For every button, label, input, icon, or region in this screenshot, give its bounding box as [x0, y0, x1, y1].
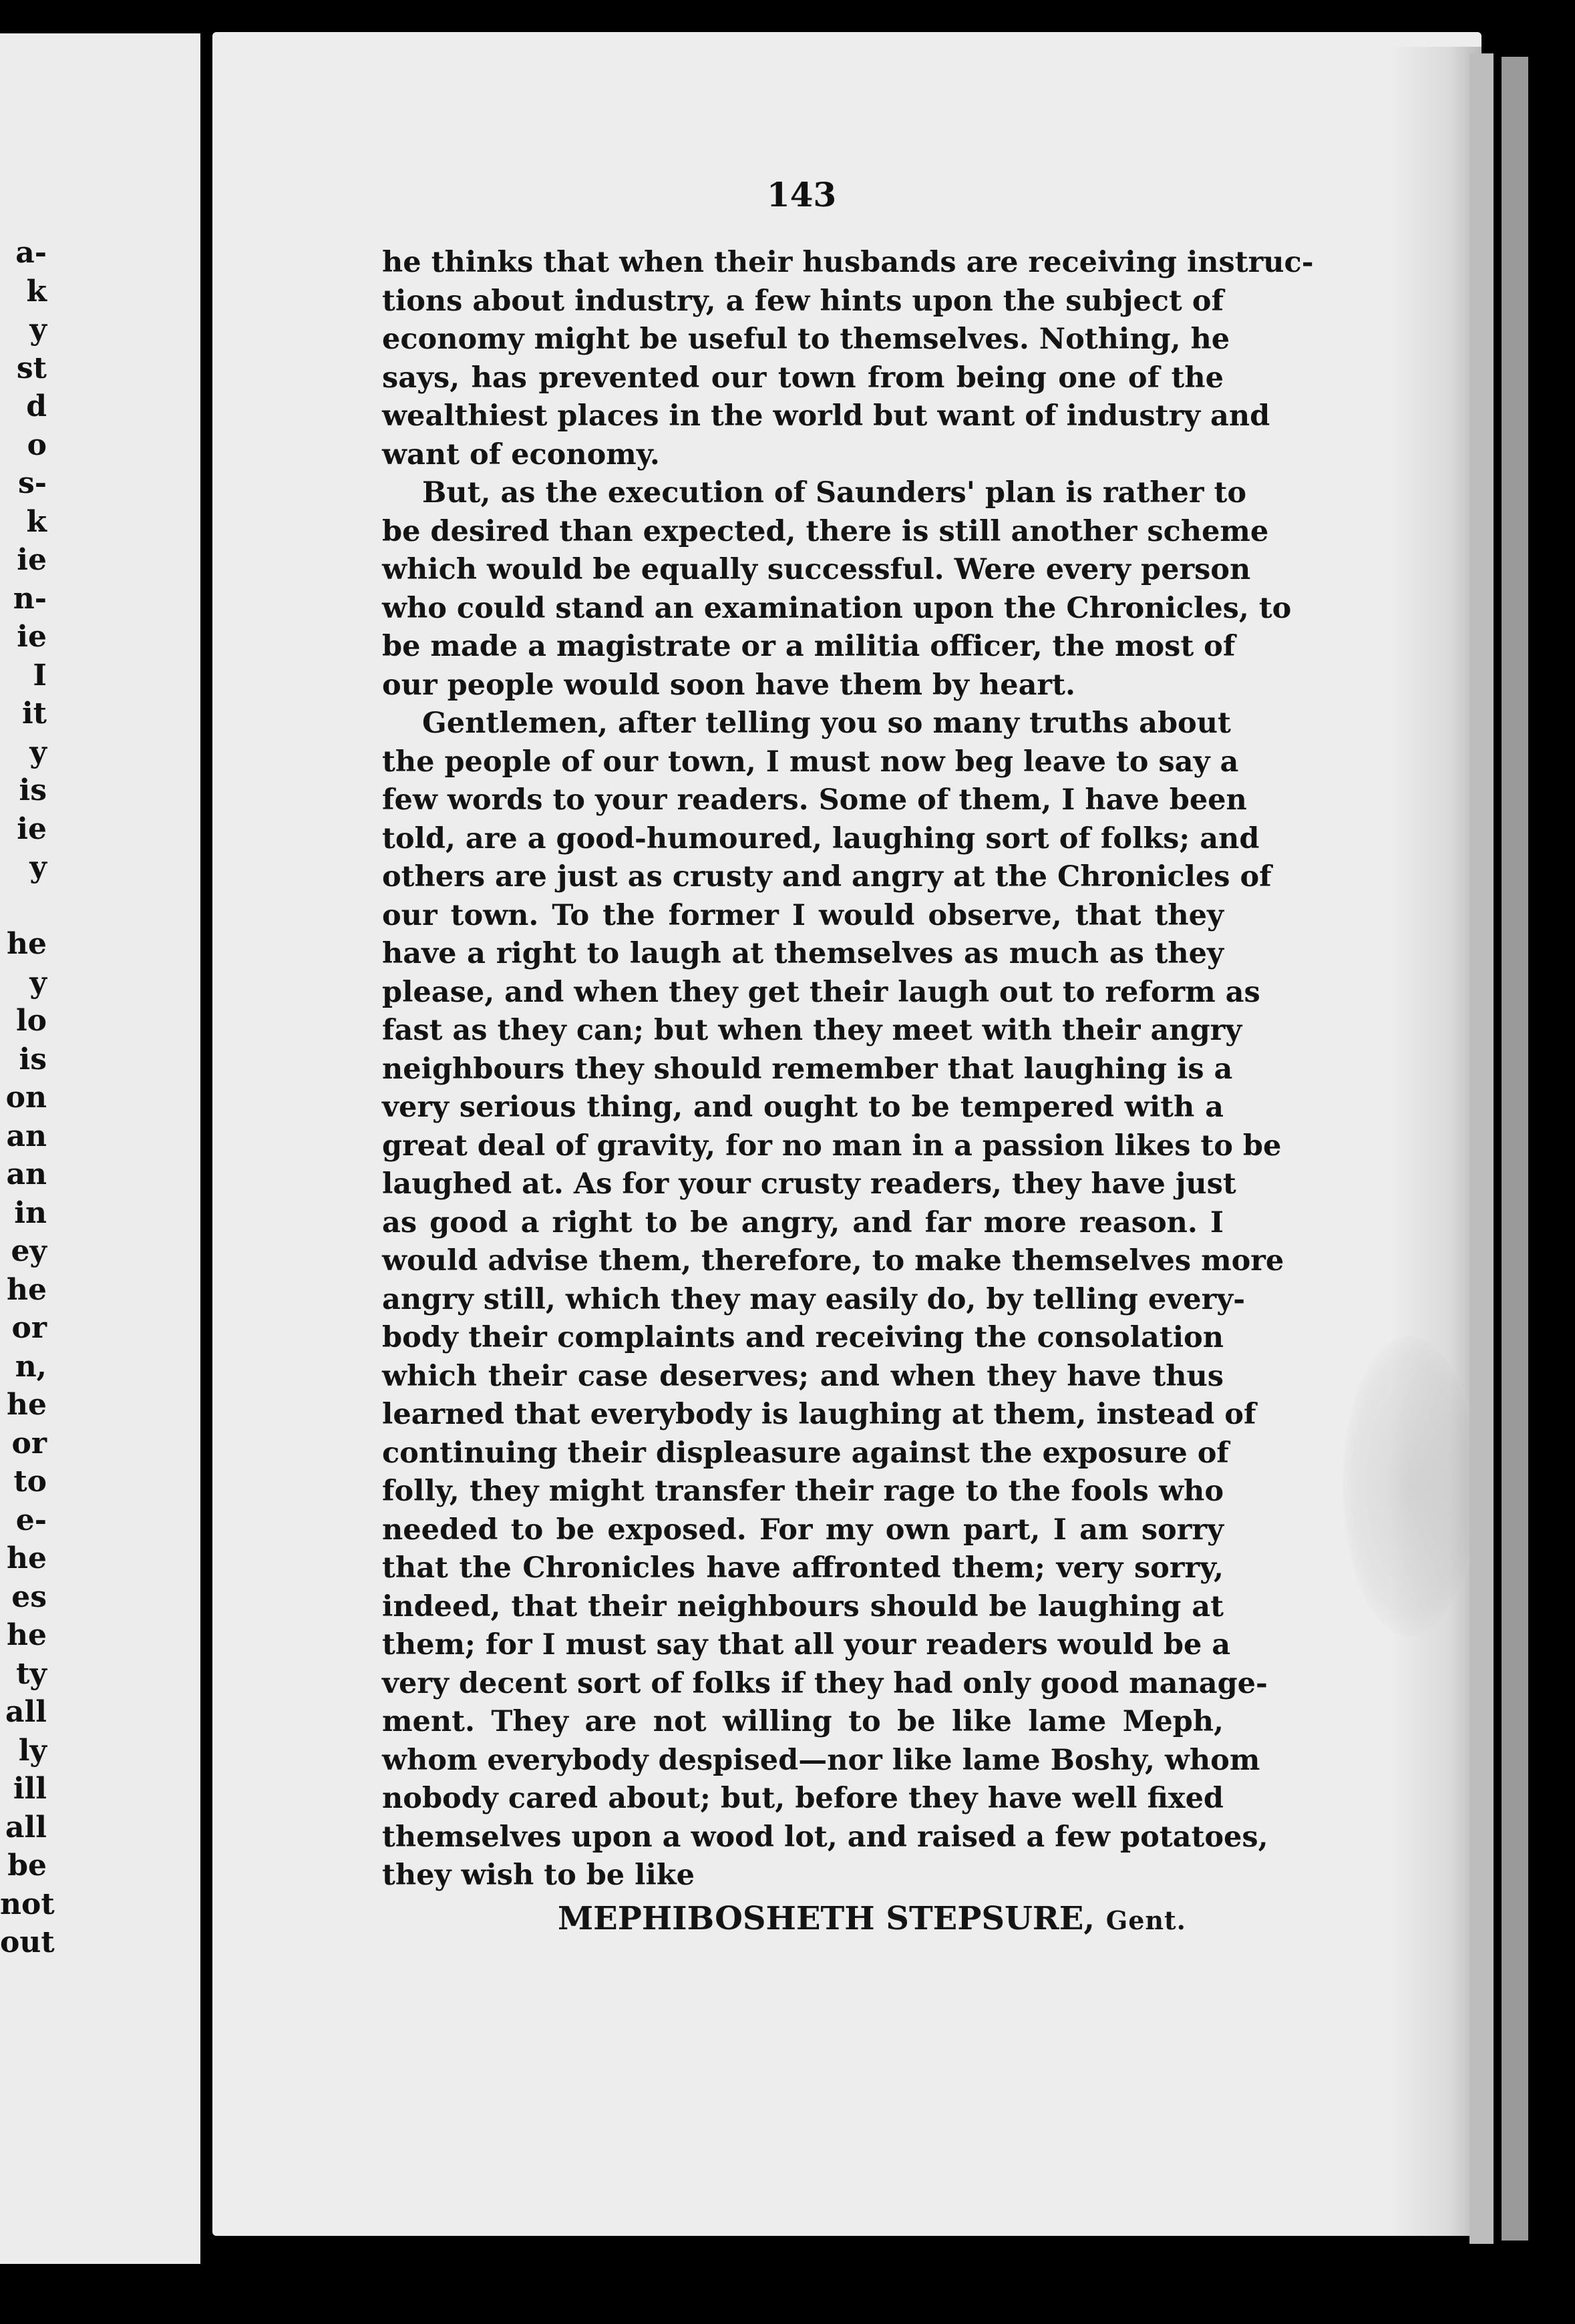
left-page-fragment: he — [7, 1541, 47, 1575]
text-line: whom everybody despised—nor like lame Boshy, whom — [382, 1743, 1260, 1777]
text-line: wealthiest places in the world but want of industry and — [382, 399, 1270, 433]
text-line: which their case deserves; and when they have thus — [382, 1359, 1224, 1393]
text-line: neighbours they should remember that laughing is a — [382, 1052, 1233, 1086]
left-page-fragment: ly — [18, 1733, 47, 1768]
left-page-fragment: out — [0, 1925, 55, 1959]
left-page-fragment: ey — [11, 1234, 47, 1268]
text-line: But, as the execution of Saunders' plan is rather to — [422, 476, 1247, 510]
left-page-fragment: k — [26, 274, 47, 309]
left-page-fragment: y — [29, 965, 47, 1000]
text-line: economy might be useful to themselves. Nothing, he — [382, 323, 1230, 356]
left-page-fragment: ie — [17, 811, 47, 846]
text-line: they wish to be like — [382, 1859, 695, 1892]
left-page-fragment: ie — [17, 620, 47, 654]
left-page-fragment: I — [33, 658, 47, 693]
text-line: Gentlemen, after telling you so many truths about — [422, 707, 1231, 740]
text-line: them; for I must say that all your readers would be a — [382, 1628, 1231, 1662]
text-line: learned that everybody is laughing at them, instead of — [382, 1398, 1256, 1431]
left-page-fragment: to — [13, 1465, 47, 1499]
left-page-fragment: be — [7, 1849, 47, 1883]
text-line: body their complaints and receiving the consolation — [382, 1321, 1224, 1354]
text-line: very decent sort of folks if they had only good manage- — [382, 1666, 1268, 1700]
text-line: very serious thing, and ought to be tempered with a — [382, 1091, 1224, 1124]
left-page-fragment: y — [29, 313, 47, 347]
text-line: laughed at. As for your crusty readers, they have just — [382, 1167, 1236, 1201]
text-line: fast as they can; but when they meet with their angry — [382, 1014, 1242, 1047]
left-page-fragment: all — [5, 1695, 47, 1729]
left-page-fragment: an — [6, 1119, 47, 1153]
left-page-fragment: an — [6, 1157, 47, 1191]
text-line: our town. To the former I would observe, that they — [382, 898, 1224, 932]
left-page-fragment: lo — [15, 1004, 47, 1038]
text-line: have a right to laugh at themselves as much as they — [382, 937, 1224, 970]
left-page-fragment: o — [27, 427, 47, 462]
signature-name: MEPHIBOSHETH STEPSURE, — [558, 1900, 1095, 1937]
signature-title: Gent. — [1105, 1905, 1186, 1935]
left-page-fragment: k — [26, 504, 47, 539]
text-line: folly, they might transfer their rage to the fools who — [382, 1475, 1224, 1508]
left-page-fragment: st — [16, 351, 47, 385]
text-line: as good a right to be angry, and far more reason. I — [382, 1205, 1224, 1239]
water-stain — [1343, 1336, 1476, 1636]
text-line: ment. They are not willing to be like lame Meph, — [382, 1705, 1224, 1738]
left-page-fragment: y — [29, 850, 47, 884]
left-page-fragment: ie — [17, 543, 47, 577]
text-line: continuing their displeasure against the exposure of — [382, 1436, 1229, 1470]
text-line: be desired than expected, there is still another scheme — [382, 514, 1269, 548]
left-page-fragment: n, — [15, 1349, 47, 1384]
book-edge-inner — [1469, 53, 1494, 2244]
left-page-fragment: he — [7, 1618, 47, 1652]
text-line: themselves upon a wood lot, and raised a few potatoes, — [382, 1820, 1268, 1854]
text-line: indeed, that their neighbours should be laughing at — [382, 1589, 1224, 1623]
book-edge-outer — [1502, 57, 1528, 2241]
text-line: needed to be exposed. For my own part, I am sorry — [382, 1513, 1224, 1547]
signature-line — [558, 1900, 1186, 1937]
text-line: great deal of gravity, for no man in a passion likes to be — [382, 1129, 1282, 1163]
text-line: be made a magistrate or a militia officer, the most of — [382, 630, 1236, 663]
left-facing-page — [0, 33, 200, 2264]
text-line: which would be equally successful. Were every person — [382, 553, 1251, 586]
body-text — [382, 244, 1314, 1895]
left-page-fragment: not — [0, 1887, 55, 1921]
left-page-fragment — [0, 887, 47, 926]
left-page-fragment: y — [29, 735, 47, 769]
left-page-fragment: s- — [17, 466, 47, 500]
left-page-fragment: on — [5, 1081, 47, 1115]
text-line: the people of our town, I must now beg leave to say a — [382, 745, 1239, 779]
left-page-fragment: ill — [13, 1772, 47, 1806]
text-line: nobody cared about; but, before they have well fixed — [382, 1782, 1224, 1815]
left-page-fragment: he — [7, 1388, 47, 1422]
left-page-fragment: a- — [15, 236, 47, 270]
text-line: would advise them, therefore, to make themselves more — [382, 1244, 1284, 1278]
left-page-fragment: all — [5, 1810, 47, 1845]
text-line: he thinks that when their husbands are receiving instruc- — [382, 246, 1314, 279]
left-page-fragment: or — [11, 1311, 47, 1345]
text-line: angry still, which they may easily do, by telling every- — [382, 1282, 1246, 1316]
left-page-text-fragments — [0, 234, 55, 1962]
text-line: says, has prevented our town from being one of the — [382, 361, 1224, 395]
text-line: few words to your readers. Some of them, I have been — [382, 783, 1247, 817]
left-page-fragment: he — [7, 1272, 47, 1307]
left-page-fragment: es — [11, 1579, 47, 1614]
left-page-fragment: or — [11, 1426, 47, 1461]
left-page-fragment: is — [19, 1042, 47, 1077]
left-page-fragment: d — [26, 389, 47, 423]
text-line: our people would soon have them by heart. — [382, 668, 1075, 702]
text-line: who could stand an examination upon the Chronicles, to — [382, 591, 1292, 625]
text-line: tions about industry, a few hints upon the subject of — [382, 284, 1224, 318]
left-page-fragment: e- — [15, 1503, 47, 1537]
left-page-fragment: in — [14, 1195, 47, 1230]
page-number: 143 — [766, 175, 837, 214]
text-line: want of economy. — [382, 437, 660, 471]
left-page-fragment: it — [21, 697, 47, 731]
left-page-fragment: he — [7, 927, 47, 961]
left-page-fragment: n- — [13, 581, 47, 616]
text-line: please, and when they get their laugh out to reform as — [382, 975, 1260, 1009]
text-line: that the Chronicles have affronted them; very sorry, — [382, 1551, 1224, 1585]
left-page-fragment: is — [19, 773, 47, 807]
left-page-fragment: ty — [16, 1656, 47, 1691]
text-line: others are just as crusty and angry at the Chronicles of — [382, 860, 1272, 894]
text-line: told, are a good-humoured, laughing sort of folks; and — [382, 821, 1260, 855]
